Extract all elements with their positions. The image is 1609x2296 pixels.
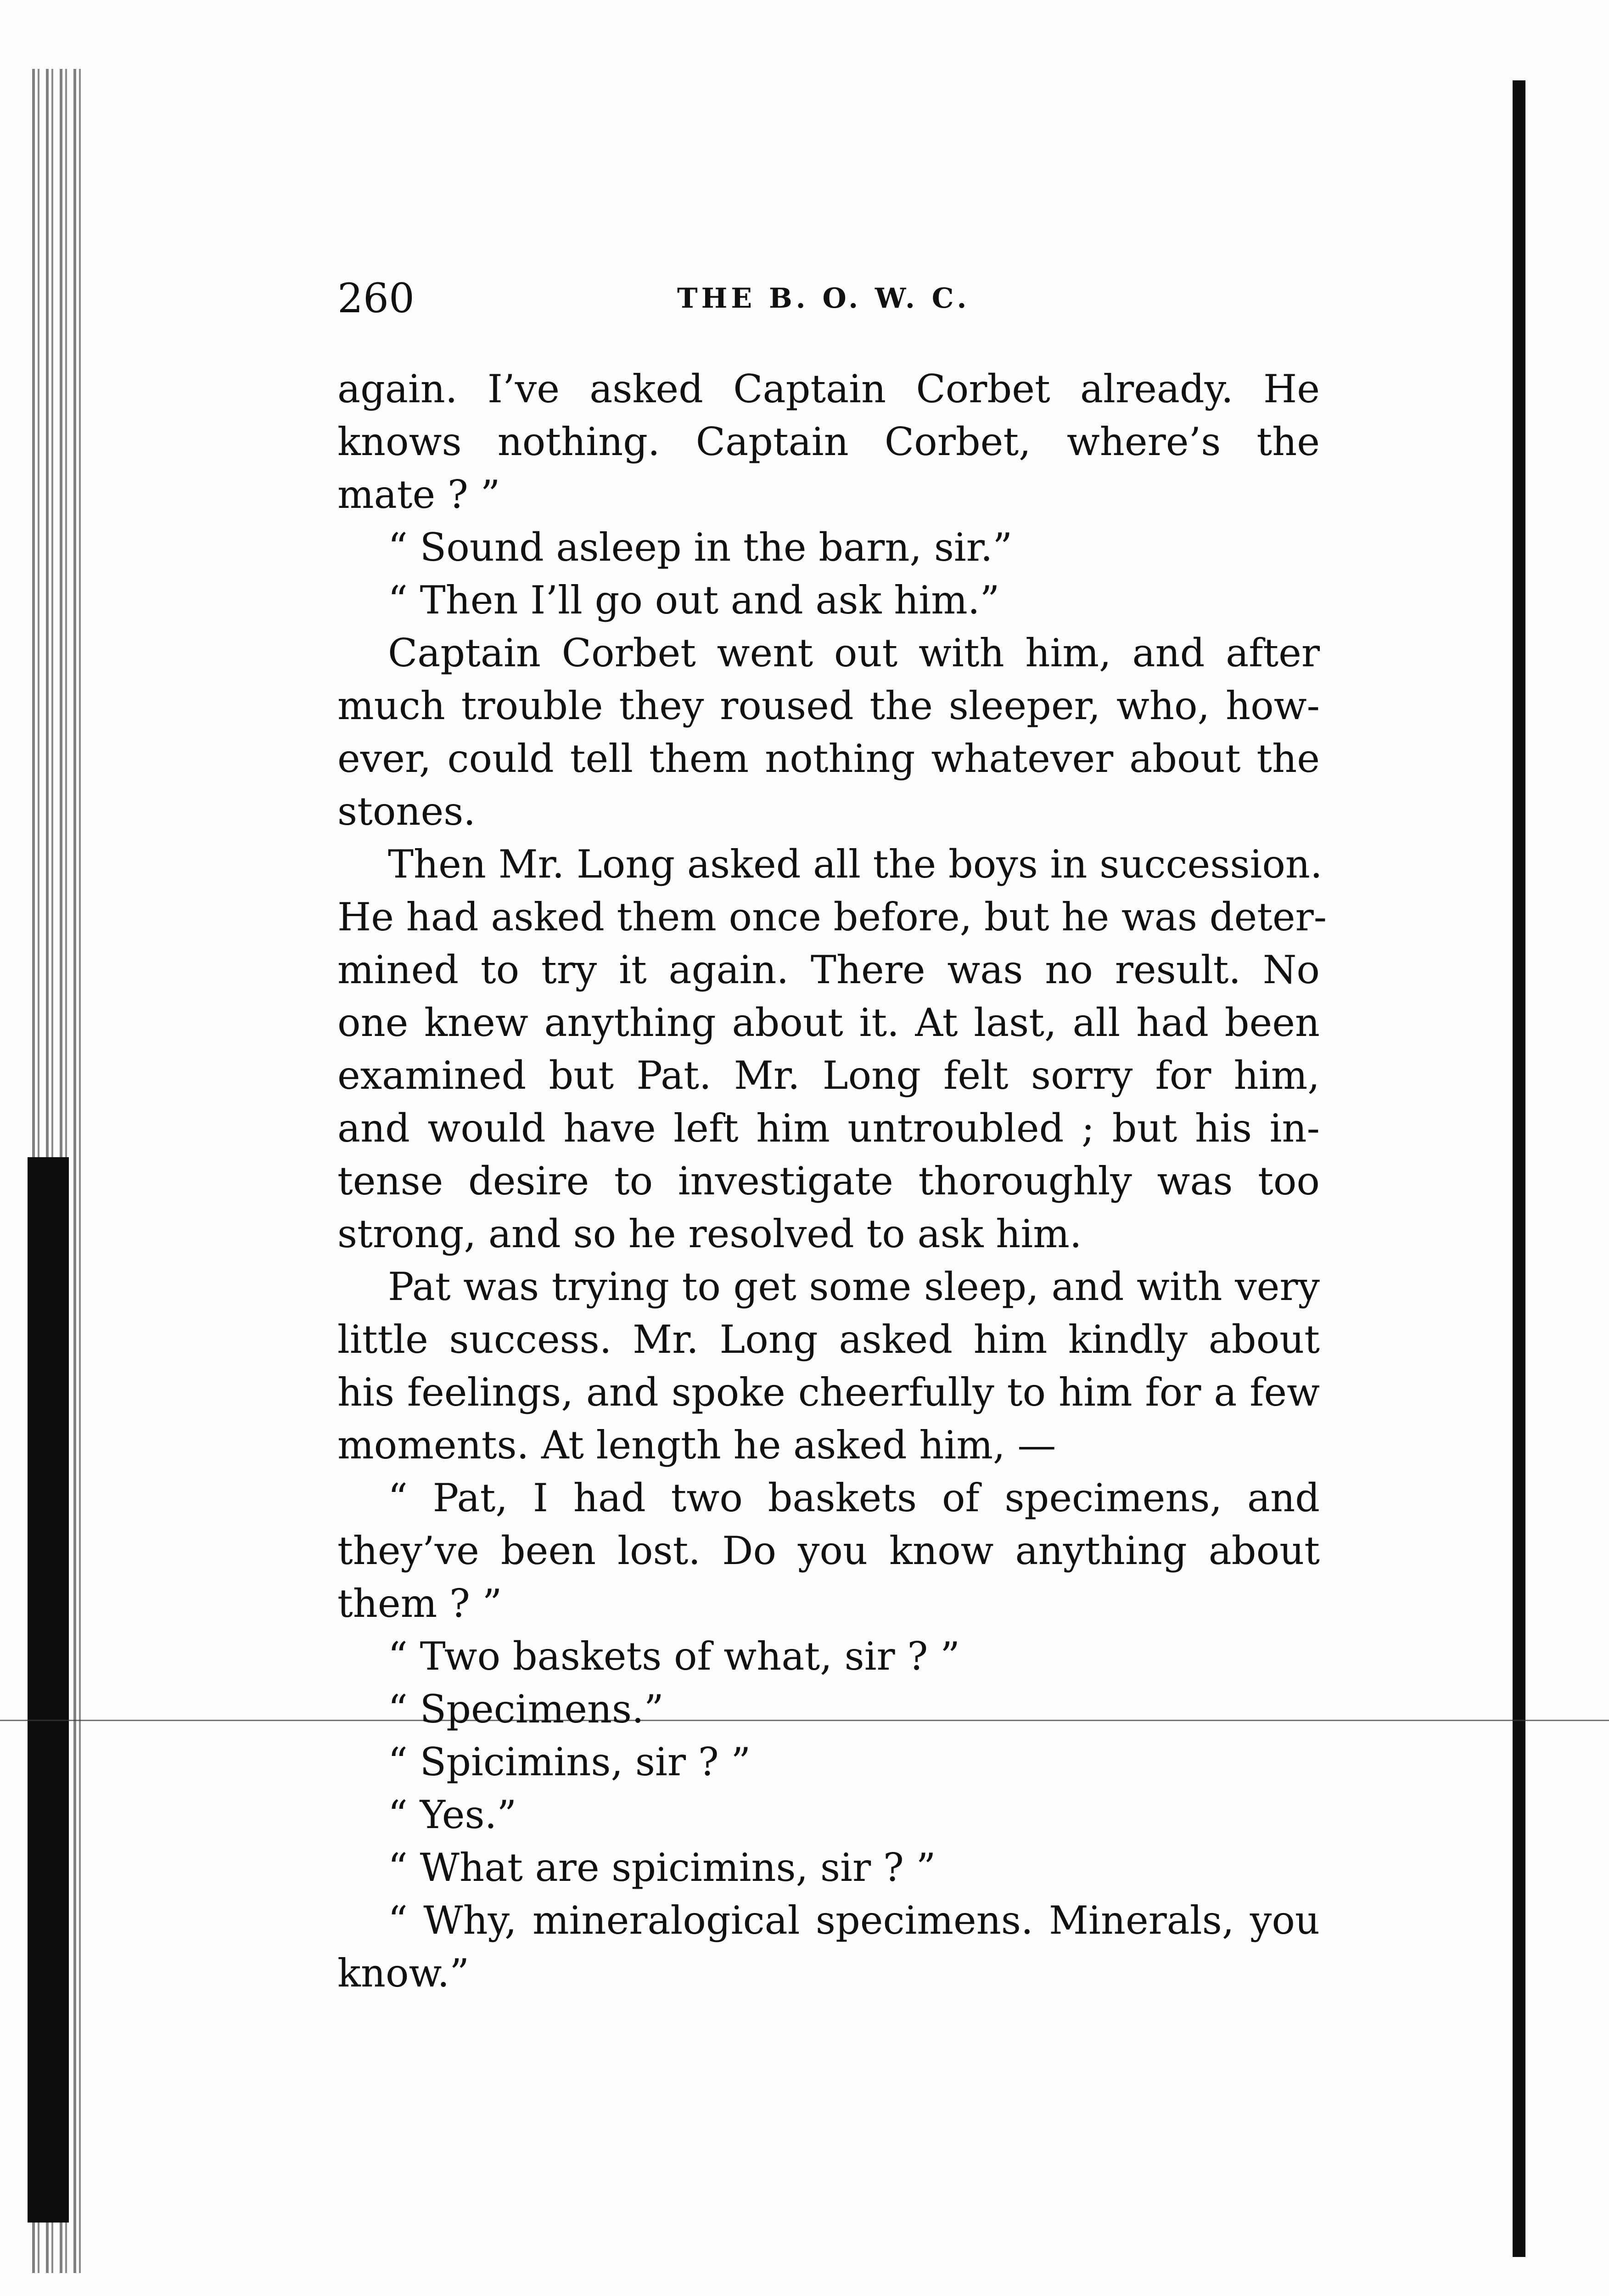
text-line: again. I’ve asked Captain Corbet already. He xyxy=(337,366,1320,411)
page-number: 260 xyxy=(337,275,415,322)
text-line: “ Spicimins, sir ? ” xyxy=(388,1739,751,1784)
page-edge-right xyxy=(1513,80,1525,2257)
text-line: “ Why, mineralogical specimens. Minerals, you xyxy=(388,1898,1320,1943)
text-line: “ Then I’ll go out and ask him.” xyxy=(388,578,1000,623)
text-line: “ Sound asleep in the barn, sir.” xyxy=(388,525,1013,570)
page-header xyxy=(337,271,1311,326)
text-line: “ What are spicimins, sir ? ” xyxy=(388,1845,936,1890)
text-line: “ Yes.” xyxy=(388,1792,517,1837)
text-line: one knew anything about it. At last, all had been xyxy=(337,1000,1320,1045)
text-line: mined to try it again. There was no result. No xyxy=(337,947,1320,992)
text-line: “ Two baskets of what, sir ? ” xyxy=(388,1634,960,1679)
text-line: mate ? ” xyxy=(337,472,500,517)
text-line: his feelings, and spoke cheerfully to him for a few xyxy=(337,1370,1320,1415)
text-line: Pat was trying to get some sleep, and with very xyxy=(388,1264,1320,1309)
text-line: they’ve been lost. Do you know anything about xyxy=(337,1528,1320,1573)
text-line: examined but Pat. Mr. Long felt sorry for him, xyxy=(337,1053,1320,1098)
text-line: “ Pat, I had two baskets of specimens, and xyxy=(388,1475,1320,1520)
body-text xyxy=(337,363,1327,2000)
text-line: stones. xyxy=(337,789,476,834)
text-line: Captain Corbet went out with him, and after xyxy=(388,630,1320,675)
running-head: THE B. O. W. C. xyxy=(677,282,970,315)
text-line: much trouble they roused the sleeper, who, how- xyxy=(337,683,1320,728)
text-line: them ? ” xyxy=(337,1581,502,1626)
text-line: knows nothing. Captain Corbet, where’s the xyxy=(337,419,1320,464)
text-line: little success. Mr. Long asked him kindly about xyxy=(337,1317,1320,1362)
text-line: He had asked them once before, but he was deter- xyxy=(337,895,1327,940)
text-line: strong, and so he resolved to ask him. xyxy=(337,1211,1082,1256)
text-line: “ Specimens.” xyxy=(388,1687,664,1732)
text-line: and would have left him untroubled ; but his in- xyxy=(337,1106,1320,1151)
text-line: know.” xyxy=(337,1951,470,1996)
text-line: Then Mr. Long asked all the boys in succession. xyxy=(388,842,1323,887)
text-line: moments. At length he asked him, — xyxy=(337,1423,1056,1468)
text-line: ever, could tell them nothing whatever about the xyxy=(337,736,1320,781)
binding-gutter-dark xyxy=(28,1157,69,2223)
text-line: tense desire to investigate thoroughly was too xyxy=(337,1159,1320,1204)
